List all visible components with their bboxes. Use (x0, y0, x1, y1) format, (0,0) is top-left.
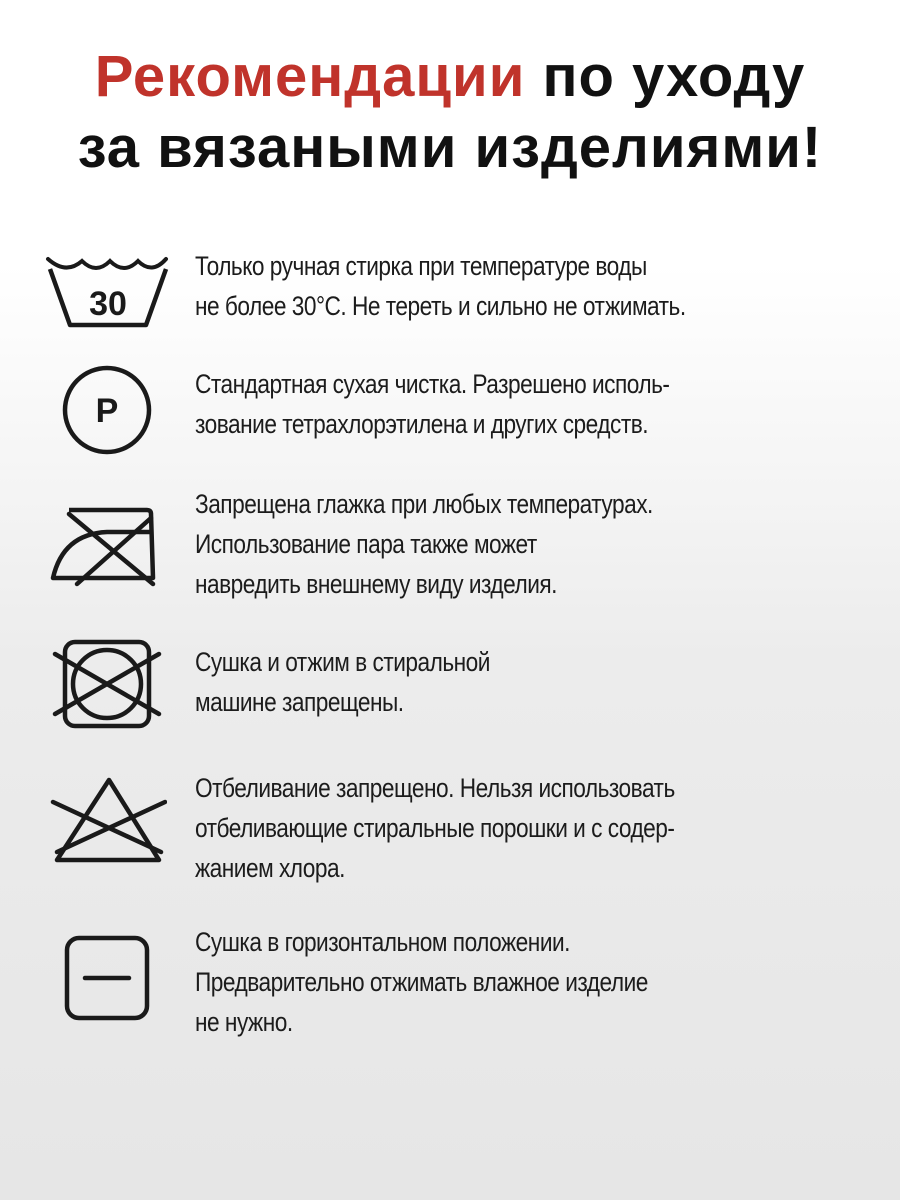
care-text-dry-clean (195, 364, 850, 444)
text-line: зование тетрахлорэтилена и других средств. (195, 409, 649, 439)
text-line: Только ручная стирка при температуре воды (195, 251, 647, 281)
care-text-hand-wash (195, 246, 850, 326)
hand-wash-temperature: 30 (89, 285, 127, 323)
text-line: Использование пара также может (195, 529, 537, 559)
text-line: Сушка в горизонтальном положении. (195, 927, 570, 957)
do-not-bleach-icon (44, 770, 170, 870)
text-line: машине запрещены. (195, 687, 404, 717)
text-line: Запрещена глажка при любых температурах. (195, 489, 653, 519)
text-line: жанием хлора. (195, 853, 345, 883)
text-line: Стандартная сухая чистка. Разрешено исполь- (195, 369, 670, 399)
dry-clean-letter: P (95, 392, 119, 430)
title-line-2: за вязаными изделиями! (77, 114, 823, 180)
dry-flat-icon (44, 928, 170, 1028)
care-text-no-tumble-dry (195, 642, 850, 722)
text-line: Отбеливание запрещено. Нельзя использовать (195, 773, 675, 803)
text-line: не нужно. (195, 1007, 293, 1037)
care-text-dry-flat (195, 922, 850, 1042)
care-text-no-iron (195, 484, 850, 604)
do-not-tumble-dry-icon (44, 634, 170, 734)
text-line: Предварительно отжимать влажное изделие (195, 967, 648, 997)
do-not-iron-icon (44, 488, 170, 588)
care-text-no-bleach (195, 768, 850, 888)
text-line: Сушка и отжим в стиральной (195, 647, 490, 677)
text-line: навредить внешнему виду изделия. (195, 569, 557, 599)
text-line: отбеливающие стиральные порошки и с содер- (195, 813, 675, 843)
title-accent: Рекомендации (94, 44, 526, 109)
dry-clean-p-icon (44, 360, 170, 460)
page-title (0, 42, 900, 184)
hand-wash-30-icon (44, 240, 170, 340)
text-line: не более 30°С. Не тереть и сильно не отжимать. (195, 291, 686, 321)
title-rest: по уходу (542, 44, 806, 109)
